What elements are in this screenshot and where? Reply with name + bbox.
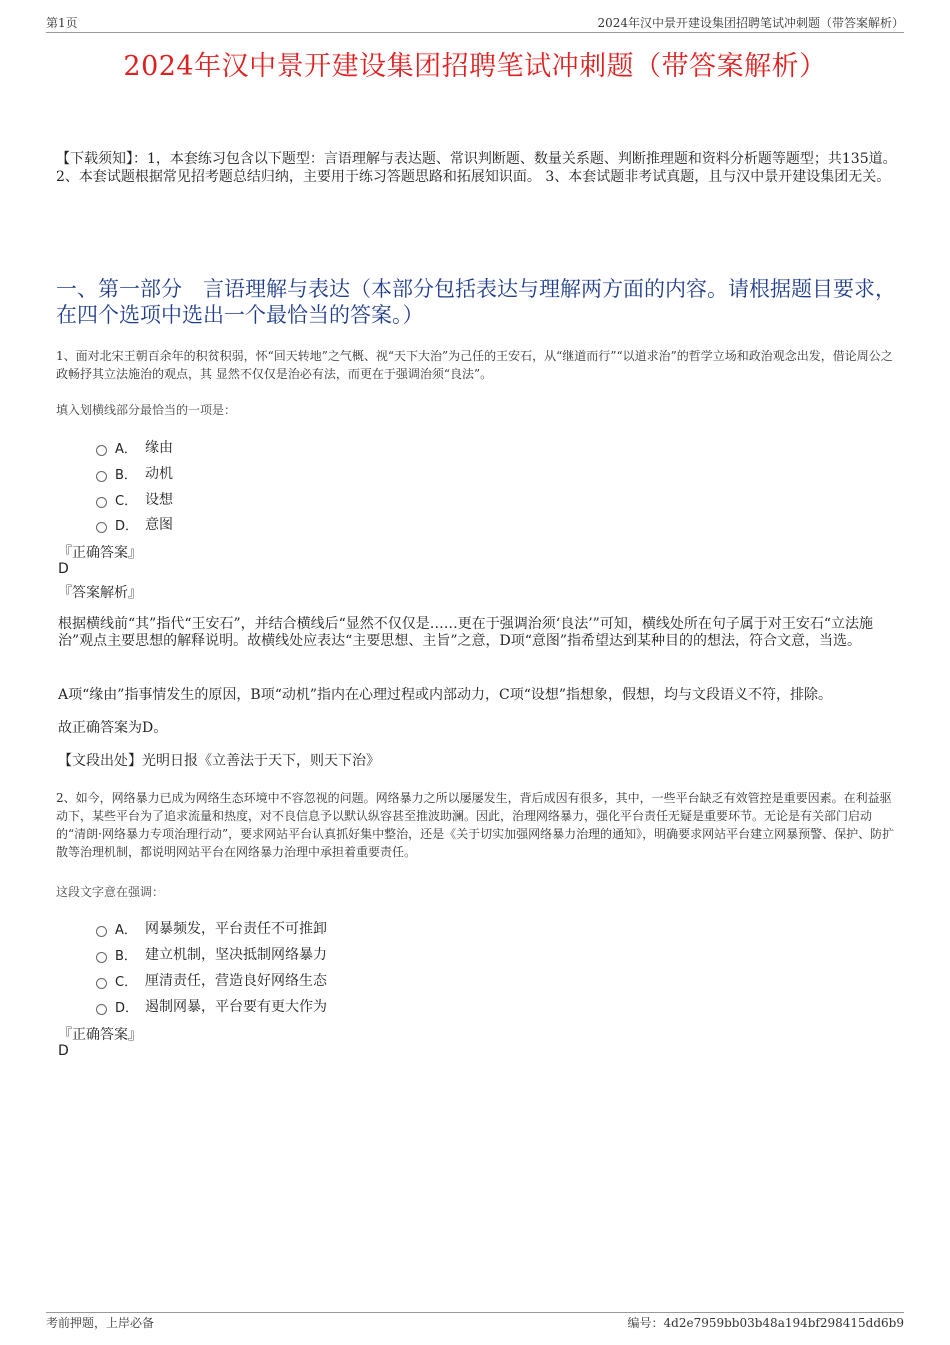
radio-icon[interactable] <box>96 926 107 937</box>
option-text: 意图 <box>145 517 173 533</box>
option-letter: B． <box>115 467 137 483</box>
option-letter: C． <box>115 974 138 990</box>
question-1-answer: D <box>58 561 69 577</box>
section-heading: 一、第一部分 言语理解与表达（本部分包括表达与理解两方面的内容。请根据题目要求，在四个选项中选出一个最恰当的答案。） <box>56 277 896 327</box>
footer-slogan: 考前押题，上岸必备 <box>46 1316 155 1330</box>
question-2-option-a[interactable] <box>96 918 327 938</box>
question-1-conclusion: 故正确答案为D。 <box>58 720 168 736</box>
option-letter: C． <box>115 493 138 509</box>
question-1-option-a[interactable] <box>96 437 173 457</box>
question-2-option-b[interactable] <box>96 944 327 964</box>
radio-icon[interactable] <box>96 445 107 456</box>
question-2-answer: D <box>58 1043 69 1059</box>
question-1-source: 【文段出处】光明日报《立善法于天下，则天下治》 <box>58 753 380 769</box>
option-text: 缘由 <box>145 440 173 456</box>
option-text: 网暴频发，平台责任不可推卸 <box>145 921 327 937</box>
question-2-answer-label: 『正确答案』 <box>58 1027 142 1043</box>
option-text: 厘清责任，营造良好网络生态 <box>145 973 327 989</box>
option-letter: A． <box>115 441 137 457</box>
question-1-analysis-paragraph: 根据横线前“其”指代“王安石”，并结合横线后“显然不仅仅是……更在于强调治须‘良法’”可知，横线处所在句子属于对王安石“立法施治”观点主要思想的解释说明。故横线处应表达“主要思想、主旨”之意，D项“意图”指希望达到某种目的的想法，符合文意，当选。 <box>58 616 873 649</box>
question-1-option-b[interactable] <box>96 463 173 483</box>
option-letter: B． <box>115 948 137 964</box>
option-text: 动机 <box>145 466 173 482</box>
question-1-text: 1、面对北宋王朝百余年的积贫积弱，怀“回天转地”之气概、视“天下大治”为己任的王安石，从“继道而行”“以道求治”的哲学立场和政治观念出发，借论周公之政畅抒其立法施治的观点，其 显然不仅仅是治必有法，而更在于强调治须“良法”。 <box>56 349 893 381</box>
question-1-answer-label: 『正确答案』 <box>58 545 142 561</box>
option-letter: D． <box>115 1000 139 1016</box>
question-2-text: 2、如今，网络暴力已成为网络生态环境中不容忽视的问题。网络暴力之所以屡屡发生，背后成因有很多，其中，一些平台缺乏有效管控是重要因素。在利益驱动下，某些平台为了追求流量和热度，对不良信息予以默认纵容甚至推波助澜。因此，治理网络暴力，强化平台责任无疑是重要环节。无论是有关部门启动的“清朗·网络暴力专项治理行动”，要求网站平台认真抓好集中整治，还是《关于切实加强网络暴力治理的通知》，明确要求网站平台建立网暴预警、保护、防扩散等治理机制，都说明网站平台在网络暴力治理中承担着重要责任。 <box>56 791 895 859</box>
question-1-prompt: 填入划横线部分最恰当的一项是： <box>56 403 237 417</box>
question-1-analysis-paragraph: A项“缘由”指事情发生的原因，B项“动机”指内在心理过程或内部动力，C项“设想”指想象，假想，均与文段语义不符，排除。 <box>58 687 833 703</box>
question-1-analysis-label: 『答案解析』 <box>58 585 142 601</box>
radio-icon[interactable] <box>96 522 107 533</box>
radio-icon[interactable] <box>96 978 107 989</box>
option-letter: D． <box>115 518 139 534</box>
header-doc-title: 2024年汉中景开建设集团招聘笔试冲刺题（带答案解析） <box>597 16 904 30</box>
question-1-option-d[interactable] <box>96 514 173 534</box>
option-text: 遏制网暴，平台要有更大作为 <box>145 999 327 1015</box>
radio-icon[interactable] <box>96 497 107 508</box>
footer-document-id: 编号：4d2e7959bb03b48a194bf298415dd6b9 <box>627 1316 904 1330</box>
radio-icon[interactable] <box>96 952 107 963</box>
question-2-option-c[interactable] <box>96 970 327 990</box>
question-2-option-d[interactable] <box>96 996 327 1016</box>
download-notice: 【下载须知】：1，本套练习包含以下题型：言语理解与表达题、常识判断题、数量关系题、判断推理题和资料分析题等题型；共135道。 2、本套试题根据常见招考题总结归纳，主要用于练习答题思路和拓展知识面。 3、本套试题非考试真题，且与汉中景开建设集团无关。 <box>56 151 897 185</box>
radio-icon[interactable] <box>96 1004 107 1015</box>
header-divider <box>46 32 904 33</box>
option-letter: A． <box>115 922 137 938</box>
document-title: 2024年汉中景开建设集团招聘笔试冲刺题（带答案解析） <box>123 51 827 82</box>
footer-divider <box>46 1312 904 1313</box>
option-text: 建立机制，坚决抵制网络暴力 <box>145 947 327 963</box>
page-number: 第1页 <box>46 16 78 30</box>
question-1-option-c[interactable] <box>96 489 173 509</box>
radio-icon[interactable] <box>96 471 107 482</box>
question-2-prompt: 这段文字意在强调： <box>56 885 165 899</box>
option-text: 设想 <box>145 492 173 508</box>
